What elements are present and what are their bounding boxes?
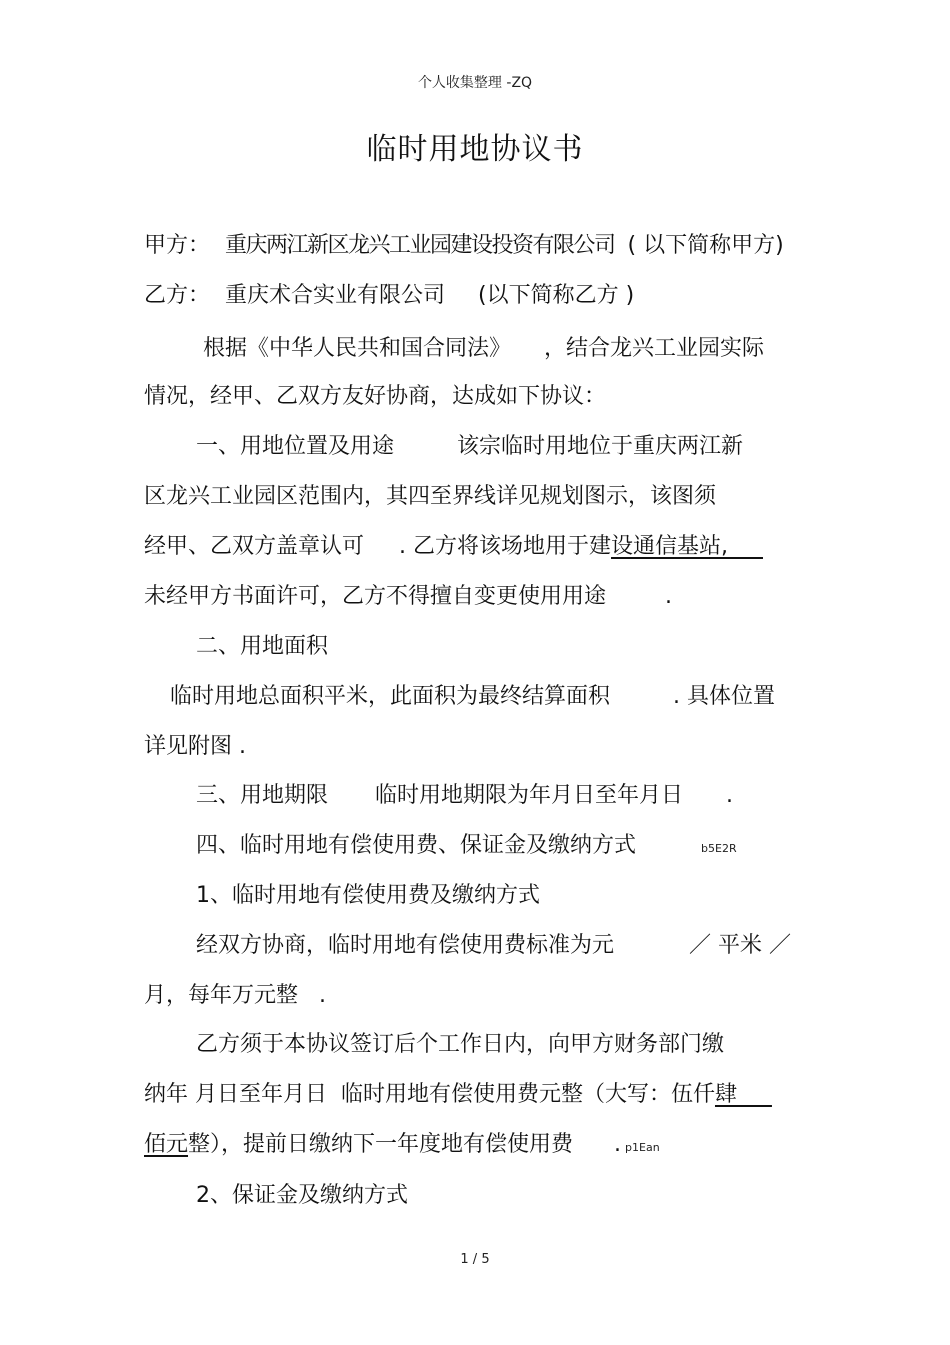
sec4-code: b5E2R (701, 842, 737, 855)
sec2-text-1b: . 具体位置 (673, 684, 776, 709)
sec3-heading: 三、用地期限 (196, 783, 329, 808)
page-number: 1 / 5 (460, 1252, 490, 1267)
sec4-p1-text-a: 经双方协商，临时用地有偿使用费标准为元 (196, 933, 615, 958)
sec3-line (196, 778, 733, 809)
sec4-heading: 四、临时用地有偿使用费、保证金及缴纳方式 (196, 833, 637, 858)
sec1-line-2: 区龙兴工业园区范围内，其四至界线详见规划图示，该图须 (144, 484, 717, 509)
sec1-underlined: 设通信基站, (611, 534, 763, 559)
sec4-sub-1: 1、临时用地有偿使用费及缴纳方式 (196, 883, 540, 908)
sec4-p1-text-b: ／ 平米 ／ (689, 933, 792, 958)
party-b-note: (以下简称乙方 ) (478, 283, 635, 308)
sec4-sub-2: 2、保证金及缴纳方式 (196, 1183, 408, 1208)
intro-text-a: 根据《中华人民共和国合同法》 (203, 336, 512, 361)
sec1-text-3a: 经甲、乙双方盖章认可 (144, 534, 365, 559)
sec3-dot: . (726, 783, 734, 808)
page-header: 个人收集整理 -ZQ (417, 75, 533, 91)
sec2-line-2: 详见附图 . (144, 734, 246, 759)
party-a-name: 重庆两江新区龙兴工业园建设投资有限公司 (225, 233, 615, 258)
sec1-line-3 (144, 529, 763, 560)
party-a-note: ( 以下简称甲方) (627, 233, 784, 258)
sec4-p2-line-2 (144, 1077, 772, 1108)
sec2-text-1a: 临时用地总面积平米，此面积为最终结算面积 (170, 684, 611, 709)
sec4-p2-underlined-3: 佰元 (144, 1132, 189, 1157)
sec4-p2-underlined-2: 肆 (714, 1082, 772, 1107)
sec2-line-1 (170, 679, 775, 710)
sec4-p2-text-3a: 整），提前日缴纳下一年度地有偿使用费 (188, 1132, 574, 1157)
sec1-text-4a: 未经甲方书面许可，乙方不得擅自变更使用用途 (144, 584, 607, 609)
document-title: 临时用地协议书 (366, 132, 584, 167)
intro-text-b: ，结合龙兴工业园实际 (544, 336, 765, 361)
sec3-text: 临时用地期限为年月日至年月日 (375, 783, 684, 808)
party-a-label: 甲方： (144, 233, 211, 258)
sec4-p2-line-1: 乙方须于本协议签订后个工作日内，向甲方财务部门缴 (196, 1032, 725, 1057)
sec1-text-1: 该宗临时用地位于重庆两江新 (457, 434, 744, 459)
sec1-line-4 (144, 579, 672, 610)
sec4-p2-text-3b: . (614, 1132, 622, 1157)
intro-line-1 (203, 331, 764, 362)
party-b-name: 重庆术合实业有限公司 (225, 283, 446, 308)
sec1-text-4b: . (665, 584, 673, 609)
sec2-heading: 二、用地面积 (196, 634, 329, 659)
sec1-line-1 (196, 429, 743, 460)
sec4-p1-line-2: 月，每年万元整 . (144, 983, 326, 1008)
sec4-p2-line-3 (144, 1127, 660, 1158)
sec4-p1-line-1 (196, 928, 791, 959)
sec1-text-3b: . 乙方将该场地用于建 (399, 534, 612, 559)
intro-line-2: 情况，经甲、乙双方友好协商，达成如下协议： (144, 384, 607, 409)
sec4-heading-line (196, 828, 737, 859)
sec4-p2-code: p1Ean (625, 1141, 660, 1154)
party-a-line (144, 228, 784, 259)
sec4-p2-text-2a: 纳年 月日至年月日 临时用地有偿使用费元整（大写：伍仟 (144, 1082, 715, 1107)
sec1-heading: 一、用地位置及用途 (196, 434, 395, 459)
party-b-label: 乙方： (144, 283, 211, 308)
party-b-line (144, 278, 634, 309)
